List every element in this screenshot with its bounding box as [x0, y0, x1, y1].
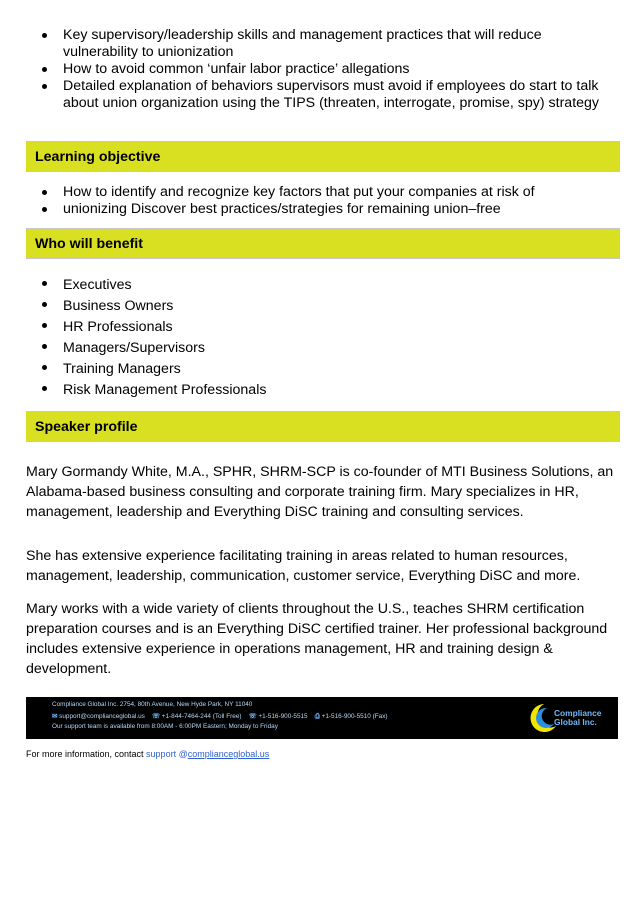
- speaker-bio-paragraph: Mary works with a wide variety of clients throughout the U.S., teaches SHRM certification preparation courses and is an Everything DiSC certified trainer. Her professional background includes extensive experience in operations management, HR and training design & development.: [26, 601, 608, 677]
- section-heading-speaker-profile: [26, 411, 620, 442]
- footer-hours: Our support team is available from 8:00AM - 6:00PM Eastern; Monday to Friday: [52, 723, 278, 730]
- section-heading-text: Who will benefit: [35, 236, 143, 252]
- contact-line: [26, 749, 269, 759]
- list-item: Executives: [40, 275, 610, 296]
- speaker-bio-paragraph: Mary Gormandy White, M.A., SPHR, SHRM-SCP is co-founder of MTI Business Solutions, an Alabama-based business consulting and corporate training firm. Mary specializes in HR, management, leadership and Everything DiSC training and consulting services.: [26, 464, 614, 520]
- list-item: How to identify and recognize key factors that put your companies at risk of: [40, 184, 610, 201]
- list-item: Risk Management Professionals: [40, 380, 610, 401]
- footer-email[interactable]: support@complianceglobal.us: [59, 713, 145, 720]
- list-item: Business Owners: [40, 296, 610, 317]
- section-heading-learning-objective: [26, 141, 620, 172]
- compliance-global-logo: [528, 702, 608, 734]
- list-item: How to avoid common ‘unfair labor practice’ allegations: [40, 61, 610, 78]
- speaker-bio-paragraph: She has extensive experience facilitating training in areas related to human resources, management, leadership, communication, customer service, Everything DiSC and more.: [26, 548, 581, 584]
- key-points-list: [40, 27, 610, 112]
- contact-prefix: For more information, contact: [26, 749, 147, 759]
- section-heading-text: Learning objective: [35, 149, 161, 165]
- contact-support-text: support @: [146, 749, 188, 759]
- footer-contact-bar: [26, 697, 618, 739]
- phone-icon: ☏: [151, 713, 160, 720]
- phone-icon: ☏: [248, 713, 257, 720]
- section-heading-who-will-benefit: [26, 228, 620, 259]
- email-icon: ✉: [52, 713, 58, 720]
- footer-contact-line: [52, 712, 388, 721]
- list-item: unionizing Discover best practices/strategies for remaining union–free: [40, 201, 610, 218]
- list-item: Detailed explanation of behaviors supervisors must avoid if employees do start to talk about union organization using the TIPS (threaten, interrogate, promise, spy) strategy: [40, 78, 610, 112]
- list-item: HR Professionals: [40, 317, 610, 338]
- list-item: Key supervisory/leadership skills and management practices that will reduce vulnerability to unionization: [40, 27, 610, 61]
- contact-email-link[interactable]: complianceglobal.us: [187, 749, 270, 759]
- list-item: Managers/Supervisors: [40, 338, 610, 359]
- footer-address: Compliance Global Inc. 2754, 80th Avenue, New Hyde Park, NY 11040: [52, 701, 253, 708]
- footer-fax: +1-516-900-5510 (Fax): [321, 713, 388, 720]
- footer-toll-free: +1-844-7464-244 (Toll Free): [161, 713, 242, 720]
- logo-wordmark: Compliance Global Inc.: [554, 708, 602, 727]
- who-will-benefit-list: [40, 275, 610, 401]
- footer-phone: +1-516-900-5515: [258, 713, 308, 720]
- section-heading-text: Speaker profile: [35, 419, 138, 435]
- learning-objective-list: [40, 184, 610, 218]
- list-item: Training Managers: [40, 359, 610, 380]
- fax-icon: ⎙: [314, 713, 320, 720]
